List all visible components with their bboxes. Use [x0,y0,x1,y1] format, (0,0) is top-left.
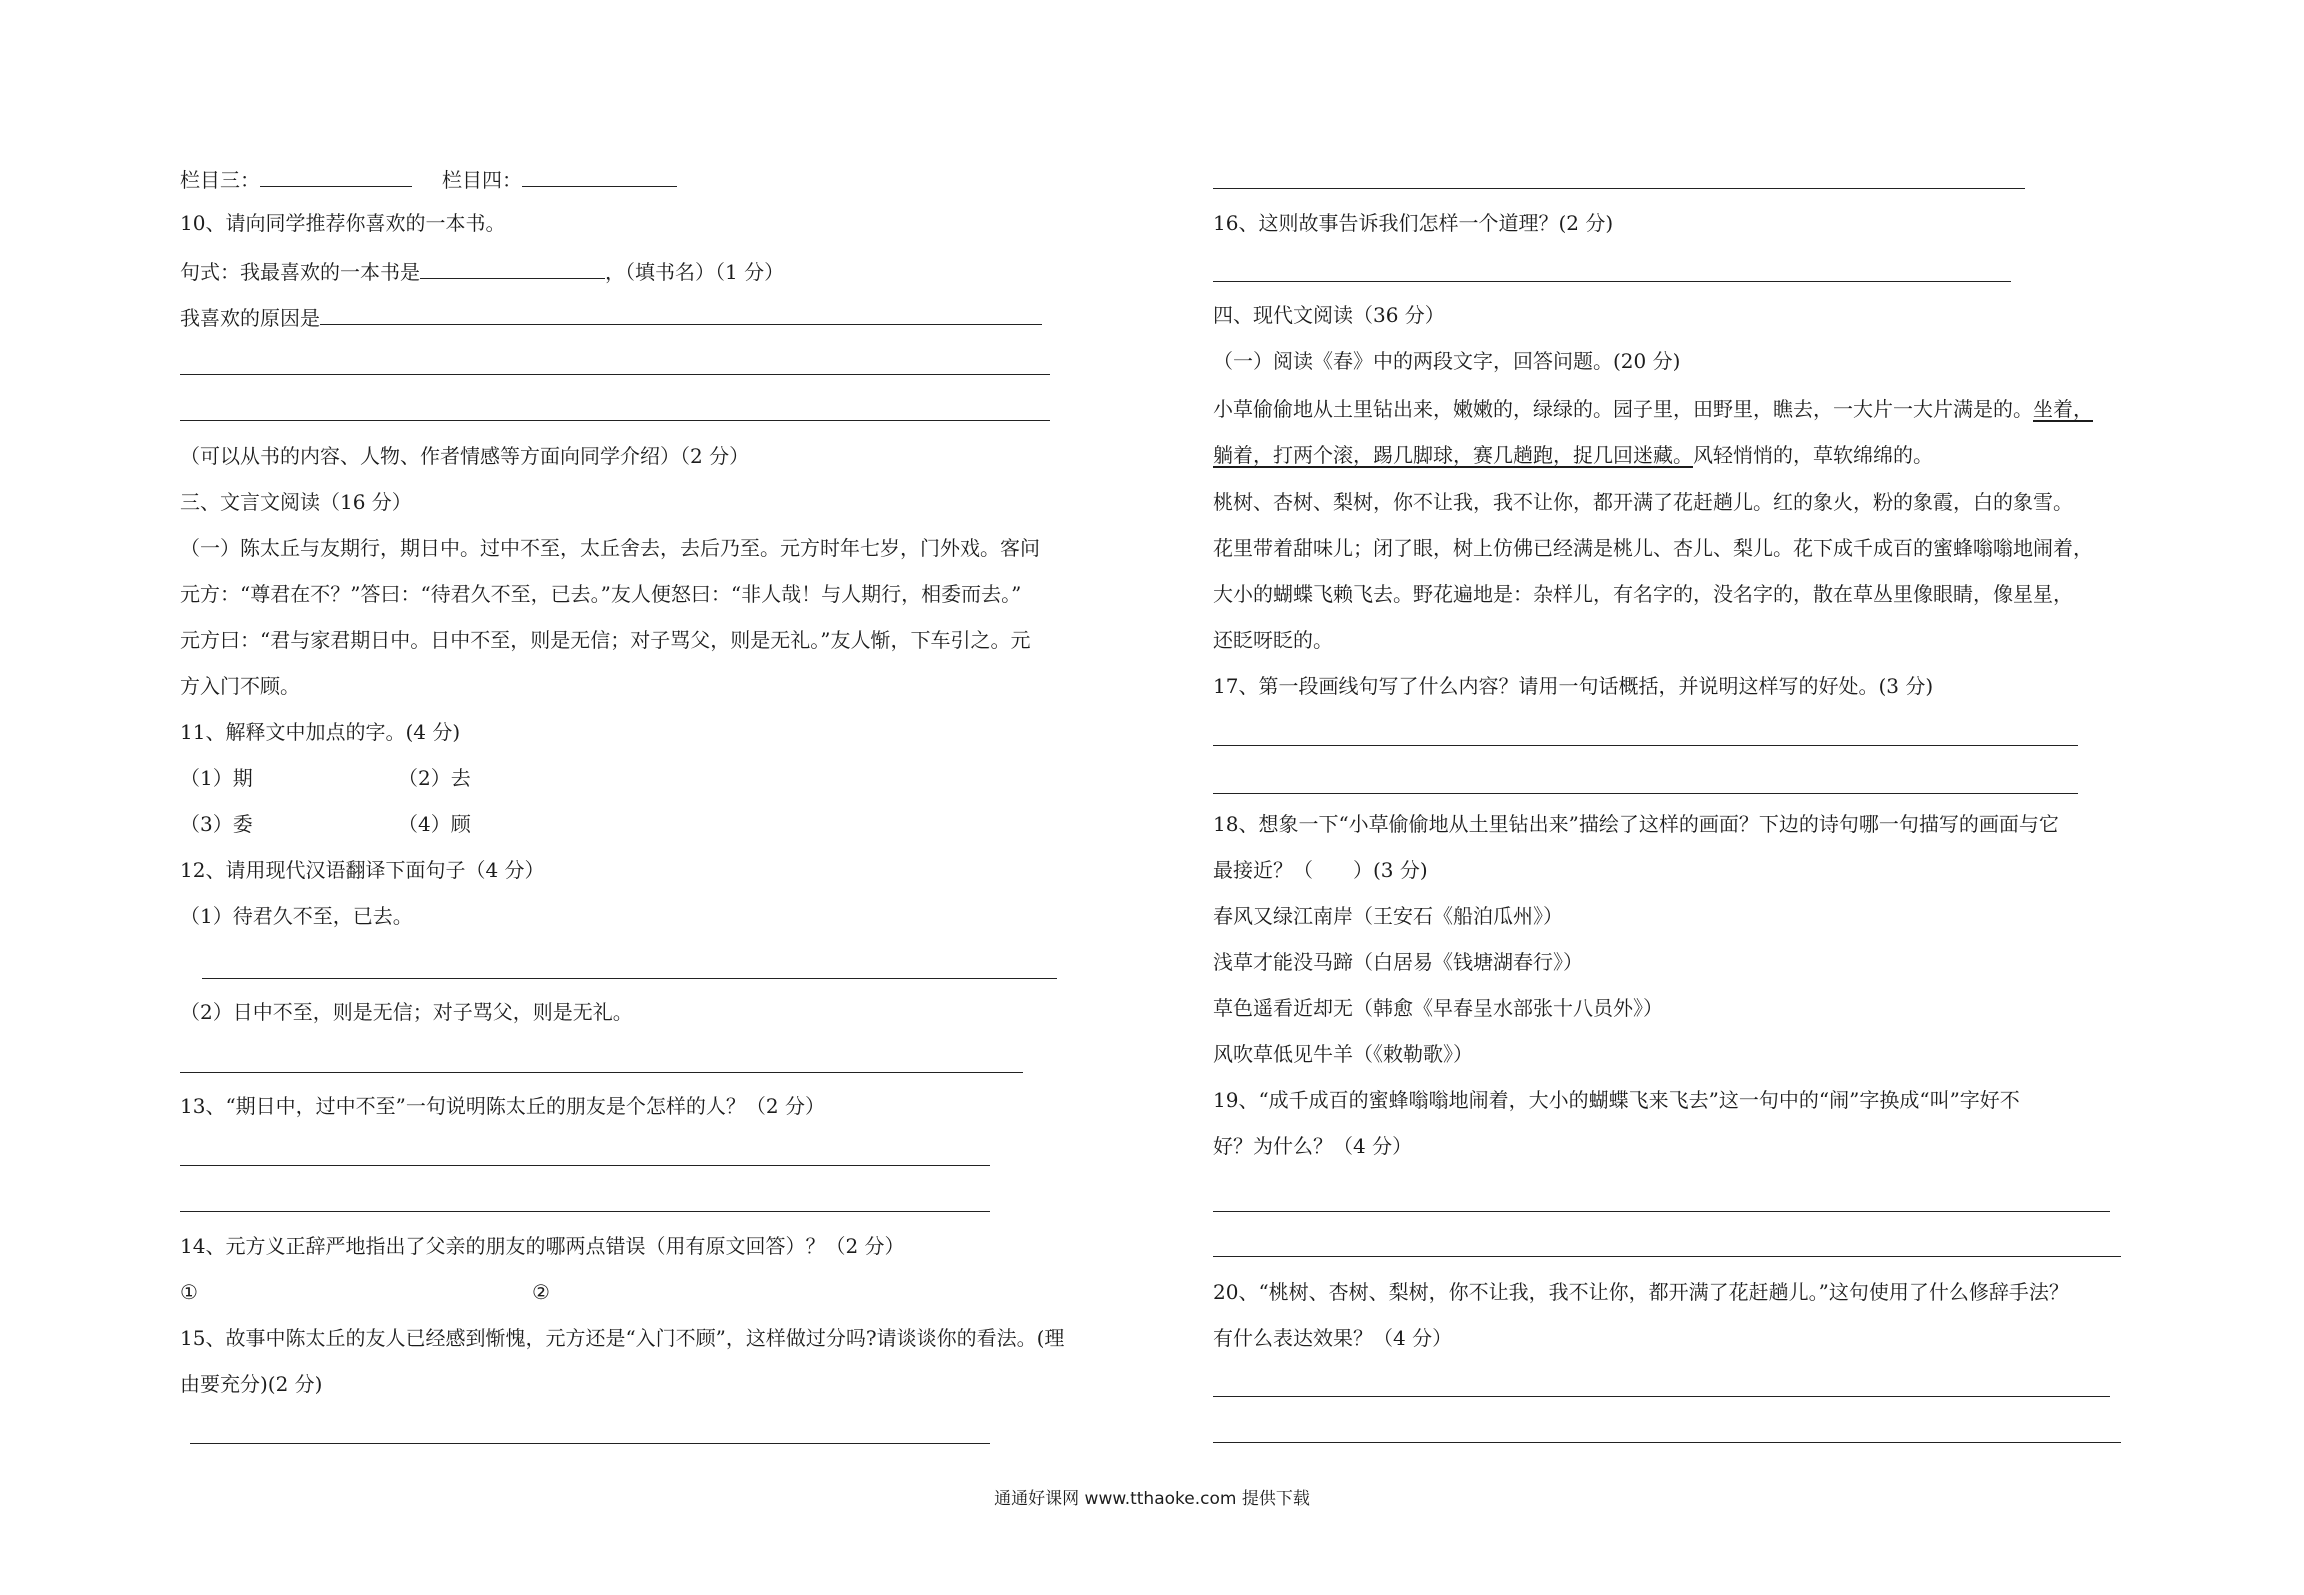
q17-title: 17、第一段画线句写了什么内容？请用一句话概括，并说明这样写的好处。(3 分) [1213,674,1934,698]
poem-option: 浅草才能没马蹄（白居易《钱塘湖春行》） [1213,950,1583,974]
para1-line [1213,442,1933,469]
answer-line[interactable] [180,1165,990,1166]
q10-pattern [180,256,784,286]
lan4-label: 栏目四： [442,168,522,192]
q18-line: 最接近？（ ）(3 分) [1213,858,1428,882]
q10-reason [180,302,1042,332]
passage-line: 元方曰：“君与家君期日中。日中不至，则是无信；对子骂父，则是无礼。”友人惭，下车引之。元 [180,628,1031,652]
poem-option: 风吹草低见牛羊（《敕勒歌》） [1213,1042,1473,1066]
para2-line: 还眨呀眨的。 [1213,628,1333,652]
q19-line: 19、“成千成百的蜜蜂嗡嗡地闹着，大小的蝴蝶飞来飞去”这一句中的“闹”字换成“叫”字好不 [1213,1088,2020,1112]
q10-title: 10、请向同学推荐你喜欢的一本书。 [180,211,506,235]
q13-title: 13、“期日中，过中不至”一句说明陈太丘的朋友是个怎样的人？（2 分） [180,1094,825,1118]
q14-mark2: ② [532,1280,550,1304]
underlined-text: 坐着， [2033,397,2093,421]
poem-option: 草色遥看近却无（韩愈《早春呈水部张十八员外》） [1213,996,1663,1020]
q14-title: 14、元方义正辞严地指出了父亲的朋友的哪两点错误（用有原文回答）？（2 分） [180,1234,905,1258]
answer-line[interactable] [202,978,1057,979]
q11-item1: （1）期 [180,766,253,790]
q15-line: 15、故事中陈太丘的友人已经感到惭愧，元方还是“入门不顾”，这样做过分吗?请谈谈你的看法。(理 [180,1326,1065,1350]
q12-s1: （1）待君久不至，已去。 [180,904,413,928]
para2-line: 大小的蝴蝶飞赖飞去。野花遍地是：杂样儿，有名字的，没名字的，散在草丛里像眼睛，像星星， [1213,582,2073,606]
passage-line: 元方：“尊君在不？”答曰：“待君久不至，已去。”友人便怒曰：“非人哉！与人期行，相委而去。” [180,582,1022,606]
para1-line [1213,396,2093,423]
passage-line: （一）陈太丘与友期行，期日中。过中不至，太丘舍去，去后乃至。元方时年七岁，门外戏。客问 [180,536,1040,560]
answer-line[interactable] [1213,1211,2110,1212]
answer-line[interactable] [1213,745,2078,746]
footer-source: 通通好课网 www.tthaoke.com 提供下载 [994,1489,1310,1509]
answer-line[interactable] [1213,188,2025,189]
answer-line[interactable] [1213,1256,2121,1257]
poem-option: 春风又绿江南岸（王安石《船泊瓜州》） [1213,904,1563,928]
passage-line: 方入门不顾。 [180,674,300,698]
q11-item2: （2）去 [398,766,471,790]
q10-pattern-prefix: 句式：我最喜欢的一本书是 [180,260,420,284]
answer-line[interactable] [190,1443,990,1444]
para1-text: 小草偷偷地从土里钻出来，嫩嫩的，绿绿的。园子里，田野里，瞧去，一大片一大片满是的。 [1213,397,2033,421]
answer-line[interactable] [1213,281,2011,282]
answer-line[interactable] [1213,1442,2121,1443]
q12-s2: （2）日中不至，则是无信；对子骂父，则是无礼。 [180,1000,633,1024]
q14-mark1: ① [180,1280,198,1304]
q11-item4: （4）顾 [398,812,471,836]
answer-line[interactable] [180,374,1050,375]
para1-text: 风轻悄悄的，草软绵绵的。 [1693,443,1933,467]
part1-title: （一）阅读《春》中的两段文字，回答问题。(20 分) [1213,349,1681,373]
q19-line: 好？为什么？（4 分） [1213,1134,1413,1158]
q10-reason-prefix: 我喜欢的原因是 [180,306,320,330]
q10-hint: （可以从书的内容、人物、作者情感等方面向同学介绍）（2 分） [180,444,750,468]
q11-item3: （3）委 [180,812,253,836]
lan3-blank[interactable] [260,164,412,187]
lan3-label: 栏目三： [180,168,260,192]
sec4-title: 四、现代文阅读（36 分） [1213,303,1445,327]
lan-row [180,164,677,194]
q10-pattern-suffix: ，（填书名）（1 分） [605,260,785,284]
q16-title: 16、这则故事告诉我们怎样一个道理？(2 分) [1213,211,1614,235]
q15-line: 由要充分)(2 分) [180,1372,323,1396]
lan4-blank[interactable] [522,164,677,187]
answer-line[interactable] [180,420,1050,421]
para2-line: 花里带着甜味儿；闭了眼，树上仿佛已经满是桃儿、杏儿、梨儿。花下成千成百的蜜蜂嗡嗡地闹着， [1213,536,2093,560]
sec3-title: 三、文言文阅读（16 分） [180,490,412,514]
q20-line: 20、“桃树、杏树、梨树，你不让我，我不让你，都开满了花赶趟儿。”这句使用了什么修辞手法？ [1213,1280,2069,1304]
para2-line: 桃树、杏树、梨树，你不让我，我不让你，都开满了花赶趟儿。红的象火，粉的象霞，白的象雪。 [1213,490,2073,514]
answer-line[interactable] [1213,1396,2110,1397]
book-name-blank[interactable] [420,256,605,279]
underlined-text: 躺着，打两个滚，踢几脚球，赛几趟跑，捉几回迷藏。 [1213,443,1693,467]
answer-line[interactable] [180,1211,990,1212]
q18-line: 18、想象一下“小草偷偷地从土里钻出来”描绘了这样的画面？下边的诗句哪一句描写的画面与它 [1213,812,2059,836]
q11-title: 11、解释文中加点的字。(4 分) [180,720,461,744]
q20-line: 有什么表达效果？（4 分） [1213,1326,1453,1350]
reason-blank[interactable] [320,302,1042,325]
answer-line[interactable] [1213,793,2078,794]
q12-title: 12、请用现代汉语翻译下面句子（4 分） [180,858,545,882]
answer-line[interactable] [180,1072,1023,1073]
